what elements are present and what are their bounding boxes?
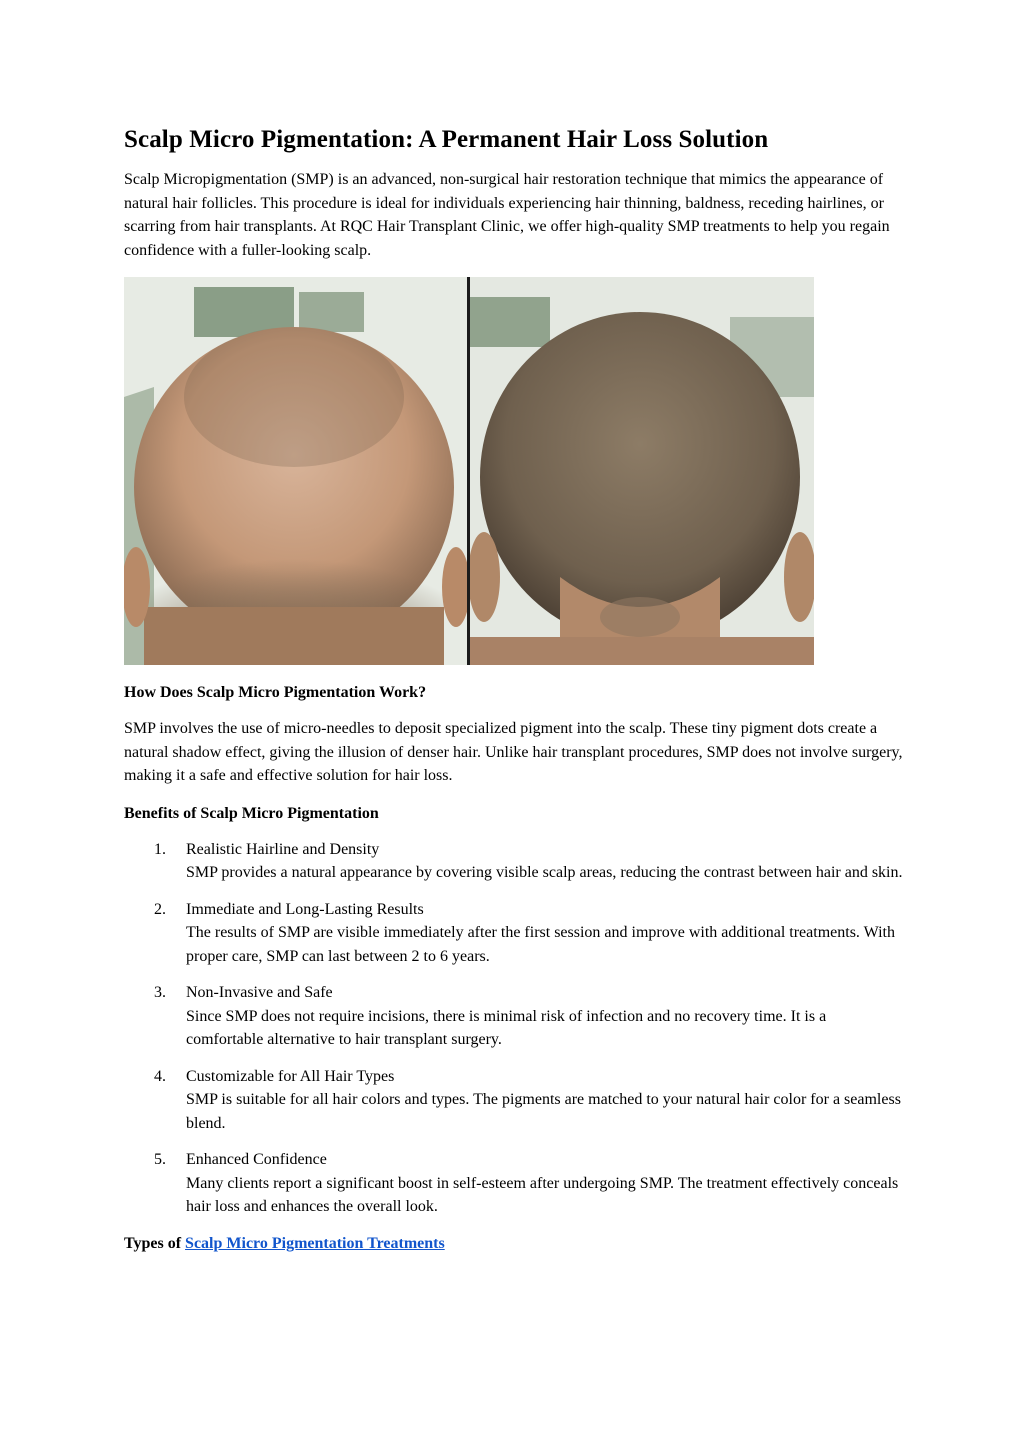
how-it-works-heading: How Does Scalp Micro Pigmentation Work? bbox=[124, 684, 427, 701]
intro-paragraph: Scalp Micropigmentation (SMP) is an advanced, non-surgical hair restoration technique that mimics the appearance of natural hair follicles. This procedure is ideal for individuals experiencing hair thinning, baldness, receding hairlines, or scarring from hair transplants. At RQC Hair Transplant Clinic, we offer high-quality SMP treatments to help you regain confidence with a fuller-looking scalp. bbox=[124, 171, 890, 259]
list-item-text: The results of SMP are visible immediately after the first session and improve with additional treatments. With proper care, SMP can last between 2 to 6 years. bbox=[186, 924, 895, 965]
page-title: Scalp Micro Pigmentation: A Permanent Hair Loss Solution bbox=[124, 126, 769, 153]
list-item-title: Enhanced Confidence bbox=[186, 1151, 327, 1168]
types-heading bbox=[124, 1232, 904, 1255]
list-item bbox=[124, 838, 904, 885]
benefits-list bbox=[124, 838, 904, 1219]
after-head-image bbox=[470, 277, 814, 665]
types-heading-prefix: Types of bbox=[124, 1234, 186, 1252]
benefits-heading: Benefits of Scalp Micro Pigmentation bbox=[124, 804, 379, 822]
list-item-text: SMP is suitable for all hair colors and types. The pigments are matched to your natural hair color for a seamless blend. bbox=[186, 1091, 901, 1132]
list-item bbox=[124, 981, 904, 1052]
list-item-text: SMP provides a natural appearance by covering visible scalp areas, reducing the contrast between hair and skin. bbox=[186, 864, 903, 881]
list-item bbox=[124, 898, 904, 969]
list-item bbox=[124, 1148, 904, 1219]
before-after-photo bbox=[124, 277, 814, 665]
list-item bbox=[124, 1065, 904, 1136]
document-page bbox=[124, 122, 904, 1255]
list-item-text: Many clients report a significant boost in self-esteem after undergoing SMP. The treatment effectively conceals hair loss and enhances the overall look. bbox=[186, 1174, 899, 1215]
list-item-title: Realistic Hairline and Density bbox=[186, 840, 380, 858]
before-photo bbox=[124, 277, 467, 665]
after-photo bbox=[470, 277, 814, 665]
list-item-text: Since SMP does not require incisions, there is minimal risk of infection and no recovery time. It is a comfortable alternative to hair transplant surgery. bbox=[186, 1007, 827, 1048]
list-item-number: 5. bbox=[154, 1151, 166, 1168]
list-item-number: 4. bbox=[154, 1067, 166, 1085]
types-treatments-link[interactable]: Scalp Micro Pigmentation Treatments bbox=[185, 1234, 445, 1252]
before-head-image bbox=[124, 277, 467, 665]
list-item-title: Non-Invasive and Safe bbox=[186, 984, 333, 1001]
list-item-number: 1. bbox=[154, 840, 166, 858]
how-it-works-paragraph: SMP involves the use of micro-needles to deposit specialized pigment into the scalp. These tiny pigment dots create a natural shadow effect, giving the illusion of denser hair. Unlike hair transplant procedures, SMP does not involve surgery, making it a safe and effective solution for hair loss. bbox=[124, 720, 903, 784]
list-item-number: 2. bbox=[154, 900, 166, 918]
list-item-title: Customizable for All Hair Types bbox=[186, 1067, 395, 1085]
list-item-number: 3. bbox=[154, 984, 166, 1001]
list-item-title: Immediate and Long-Lasting Results bbox=[186, 900, 424, 918]
